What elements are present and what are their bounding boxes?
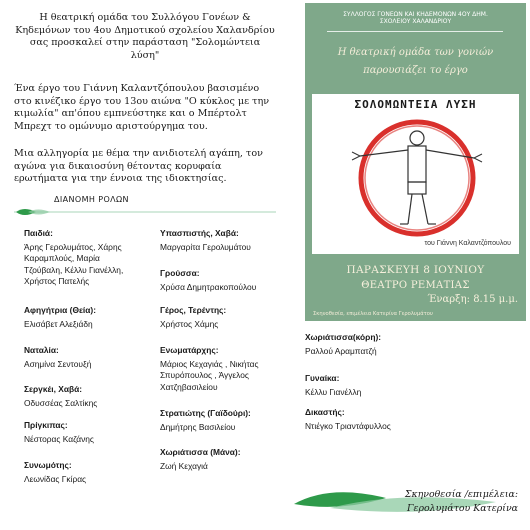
poster-subtitle-line-2: παρουσιάζει το έργο (363, 65, 468, 76)
cast-role: Γρούσσα: (160, 268, 200, 278)
cast-actor: Καραμπλούς, Μαρία (24, 253, 100, 264)
cast-entry (24, 345, 91, 370)
cast-entry (160, 228, 251, 253)
cast-role: Δικαστής: (305, 407, 345, 417)
poster-header (305, 11, 526, 25)
cast-role: Υπασπιστής, Χαβά: (160, 228, 239, 238)
cast-entry (305, 332, 381, 357)
cast-role: Πρίγκιπας: (24, 420, 68, 430)
cast-entry (160, 408, 251, 433)
cast-entry (305, 407, 391, 432)
poster-header-rule (327, 31, 503, 32)
cast-title: ΔΙΑΝΟΜΗ ΡΟΛΩΝ (54, 195, 129, 204)
cast-actor: Κέλλυ Γιανέλλη (305, 387, 362, 398)
cast-role: Γυναίκα: (305, 373, 340, 383)
cast-actor: Ασημίνα Σεντουξή (24, 359, 92, 370)
director-name: Γερολυμάτου Κατερίνα (406, 503, 518, 514)
poster-title-card (312, 94, 519, 254)
cast-role: Χωριάτισσα(κόρη): (305, 332, 382, 342)
cast-role: Χωριάτισσα (Μάνα): (160, 447, 241, 457)
cast-entry (160, 268, 256, 293)
intro-theme: Μια αλληγορία με θέμα την ανιδιοτελή αγάπη, τον αγώνα για δικαιοσύνη θέτοντας κορυφαία ερωτήματα για την έννοια της ιδιοκτησίας. (14, 148, 263, 185)
cast-entry (305, 373, 361, 398)
leaf-divider-icon (14, 206, 276, 218)
cast-role: Συνωμότης: (24, 460, 72, 470)
cast-entry (160, 447, 241, 472)
cast-actor: Ελισάβετ Αλεξιάδη (24, 319, 93, 330)
cast-actor: Μαργαρίτα Γερολυμάτου (160, 242, 251, 253)
poster-subtitle-line-1: Η θεατρική ομάδα των γονιών (337, 47, 494, 58)
intro-invitation: Η θεατρική ομάδα του Συλλόγου Γονέων & Κηδεμόνων του 4ου Δημοτικού σχολείου Χαλανδρίου σας προσκαλεί στην παράσταση "Σολομώντεια λύση" (15, 12, 275, 61)
cast-actor: Οδυσσέας Σαλτίκης (24, 398, 98, 409)
cast-actor: Χρήστος Χάμης (160, 319, 219, 330)
cast-actor: Νέστορας Καζάνης (24, 434, 94, 445)
cast-role: Γέρος, Τερέντης: (160, 305, 227, 315)
cast-actor: Σπυρόπουλος , Άγγελος (160, 370, 249, 381)
poster-start-time: Έναρξη: 8.15 μ.μ. (427, 294, 518, 305)
cast-actor: Δημήτρης Βασιλείου (160, 422, 236, 433)
cast-actor: Ραλλού Αραμπατζή (305, 346, 377, 357)
cast-actor: Χατζηβασιλείου (160, 381, 218, 392)
stick-figure-in-circle-icon (342, 112, 492, 240)
cast-actor: Χρήστος Πατελής (24, 275, 90, 286)
cast-actor: Λεωνίδας Γκίρας (24, 474, 87, 485)
intro-about-play: Ένα έργο του Γιάννη Καλαντζόπουλου βασισμένο στο κινέζικο έργο του 13ου αιώνα "Ο κύκλος με την κιμωλία" απ'όπου εμπνεύστηκε και ο Μπέρτολτ Μπρεχτ το ομώνυμο αριστούργημα του. (14, 83, 270, 132)
direction-label: Σκηνοθεσία /επιμέλεια: (404, 489, 518, 500)
poster-author: του Γιάννη Καλαντζόπουλου (424, 240, 511, 247)
poster-header-line-1: ΣΥΛΛΟΓΟΣ ΓΟΝΕΩΝ ΚΑΙ ΚΗΔΕΜΟΝΩΝ 4ΟΥ ΔΗΜ. (343, 11, 488, 18)
poster-title: ΣΟΛΟΜΩΝΤΕΙΑ ΛΥΣΗ (354, 98, 477, 111)
cast-actor: Ζωή Κεχαγιά (160, 461, 208, 472)
cast-role: Αφηγήτρια (Θεία): (24, 305, 96, 315)
cast-entry (24, 305, 96, 330)
cast-actor: Μάριος Κεχαγιάς , Νικήτας (160, 359, 259, 370)
cast-entry (24, 228, 123, 287)
cast-entry (160, 305, 226, 330)
cast-actor: Ντιέγκο Τριαντάφυλλος (305, 421, 391, 432)
cast-role: Ναταλία: (24, 345, 59, 355)
poster-direction-credit: Σκηνοθεσία, επιμέλεια Κατερίνα Γερολυμάτου (313, 311, 433, 317)
cast-role: Παιδιά: (24, 228, 53, 238)
poster-header-line-2: ΣΧΟΛΕΙΟΥ ΧΑΛΑΝΔΡΙΟΥ (379, 18, 452, 25)
cast-entry (24, 460, 86, 485)
cast-role: Στρατιώτης (Γαϊδούρι): (160, 408, 251, 418)
cast-entry (24, 420, 94, 445)
cast-actor: Άρης Γερολυμάτος, Χάρης (24, 242, 122, 253)
poster-date: ΠΑΡΑΣΚΕΥΗ 8 ΙΟΥΝΙΟΥ (346, 264, 485, 276)
cast-role: Ενωματάρχης: (160, 345, 219, 355)
poster-venue: ΘΕΑΤΡΟ ΡΕΜΑΤΙΑΣ (361, 280, 470, 291)
cast-role: Σεργκέι, Χαβά: (24, 384, 83, 394)
cast-actor: Τζούβαλη, Κέλλυ Γιανέλλη, (24, 264, 124, 275)
cast-entry (160, 345, 259, 393)
play-poster (305, 3, 526, 321)
cast-actor: Χρύσα Δημητρακοπούλου (160, 282, 257, 293)
cast-entry (24, 384, 97, 409)
